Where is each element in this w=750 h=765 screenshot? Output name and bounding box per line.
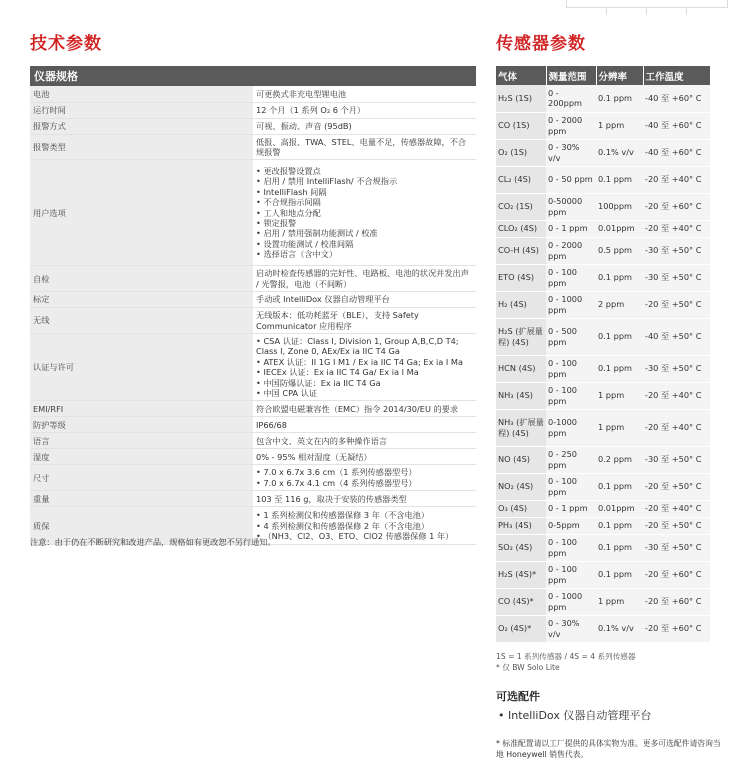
- sensor-col-header: 气体: [496, 66, 546, 85]
- sensor-row: [496, 561, 710, 588]
- sensor-temp: -40 至 +50° C: [643, 318, 710, 355]
- sensor-row: [496, 264, 710, 291]
- sensor-resolution: 1 ppm: [596, 112, 643, 139]
- spec-list-item: [256, 378, 473, 388]
- sensor-gas: CO (4S)*: [496, 588, 546, 615]
- sensor-resolution: 0.1 ppm: [596, 318, 643, 355]
- sensor-resolution: 0.1% v/v: [596, 615, 643, 642]
- sensor-range: 0 - 50 ppm: [546, 166, 596, 193]
- sensor-range: 0 - 100 ppm: [546, 382, 596, 409]
- sensor-range: 0 - 500 ppm: [546, 318, 596, 355]
- spec-list-item: [256, 336, 473, 357]
- sensor-gas: O₂ (4S)*: [496, 615, 546, 642]
- spec-row: [30, 266, 476, 292]
- spec-list-item: [256, 239, 473, 249]
- spec-list-text: 7.0 x 6.7x 4.1 cm（4 系列传感器型号）: [263, 477, 417, 488]
- spec-list-text: 选择语言（含中文）: [263, 249, 338, 260]
- sensor-range: 0 - 100 ppm: [546, 264, 596, 291]
- spec-key: 标定: [30, 292, 253, 308]
- spec-value: 低报、高报、TWA、STEL、电量不足，传感器故障，不合规报警: [253, 134, 476, 160]
- sensor-temp: -40 至 +60° C: [643, 139, 710, 166]
- spec-list-text: 不合规指示间隔: [263, 197, 321, 208]
- sensor-range: 0 - 2000 ppm: [546, 237, 596, 264]
- sensor-row: [496, 588, 710, 615]
- sensor-temp: -40 至 +60° C: [643, 112, 710, 139]
- spec-row: [30, 417, 476, 433]
- spec-list-text: （NH3、Cl2、O3、ETO、ClO2 传感器保修 1 年）: [263, 531, 454, 542]
- sensor-gas: PH₃ (4S): [496, 517, 546, 534]
- spec-list-item: [256, 218, 473, 228]
- spec-key: 报警类型: [30, 134, 253, 160]
- sensor-range: 0-1000 ppm: [546, 409, 596, 446]
- sensor-row: [496, 473, 710, 500]
- sensor-gas: SO₂ (4S): [496, 534, 546, 561]
- spec-key: 自检: [30, 266, 253, 292]
- sensor-gas: O₂ (1S): [496, 139, 546, 166]
- sensor-resolution: 0.1 ppm: [596, 355, 643, 382]
- sensor-resolution: 0.1 ppm: [596, 473, 643, 500]
- spec-list-text: 启用 / 禁用强制功能测试 / 校准: [263, 228, 378, 239]
- spec-row: [30, 333, 476, 400]
- sensor-range: 0 - 1 ppm: [546, 220, 596, 237]
- sensor-gas: NO₂ (4S): [496, 473, 546, 500]
- spec-list-text: 7.0 x 6.7x 3.6 cm（1 系列传感器型号）: [263, 467, 417, 478]
- spec-list-item: [256, 388, 473, 398]
- spec-key: 用户选项: [30, 160, 253, 266]
- sensor-gas: H₂ (4S): [496, 291, 546, 318]
- spec-list-text: 中国防爆认证：Ex ia IIC T4 Ga: [263, 377, 381, 388]
- spec-value: [253, 333, 476, 400]
- spec-value: 103 至 116 g，取决于安装的传感器类型: [253, 491, 476, 507]
- spec-value: [253, 507, 476, 545]
- sensor-row: [496, 139, 710, 166]
- spec-list-item: [256, 187, 473, 197]
- sensor-gas: CL₂ (4S): [496, 166, 546, 193]
- sensor-gas: O₃ (4S): [496, 500, 546, 517]
- sensor-temp: -20 至 +60° C: [643, 588, 710, 615]
- sensor-resolution: 0.1 ppm: [596, 264, 643, 291]
- optional-accessory-item: • IntelliDox 仪器自动管理平台: [498, 709, 652, 722]
- sensor-gas: NH₃ (扩展量程) (4S): [496, 409, 546, 446]
- sensor-temp: -30 至 +50° C: [643, 446, 710, 473]
- spec-list-text: IntelliFlash 间隔: [263, 186, 327, 197]
- sensor-footnote-series: 1S = 1 系列传感器 / 4S = 4 系列传感器: [496, 652, 636, 661]
- sensor-resolution: 0.5 ppm: [596, 237, 643, 264]
- spec-list-text: CSA 认证：Class I, Division 1, Group A,B,C,D T4; Class I, Zone 0, AEx/Ex ia IIC T4 Ga: [256, 335, 459, 357]
- sensor-resolution: 0.1 ppm: [596, 517, 643, 534]
- sensor-range: 0 - 30% v/v: [546, 615, 596, 642]
- spec-value: 启动时检查传感器的完好性、电路板、电池的状况并发出声 / 光警报，电池（不间断）: [253, 266, 476, 292]
- spec-key: 电池: [30, 86, 253, 102]
- spec-row: [30, 433, 476, 449]
- sensor-temp: -20 至 +40° C: [643, 409, 710, 446]
- spec-list-text: 启用 / 禁用 IntelliFlash/ 不合规指示: [263, 176, 398, 187]
- spec-list-item: [256, 249, 473, 259]
- sensor-range: 0 - 1000 ppm: [546, 291, 596, 318]
- sensor-gas: CLO₂ (4S): [496, 220, 546, 237]
- sensor-gas: NO (4S): [496, 446, 546, 473]
- sensor-row: [496, 112, 710, 139]
- sensor-row: [496, 318, 710, 355]
- sensor-table: [496, 66, 711, 643]
- sensor-params-title: 传感器参数: [496, 34, 586, 54]
- spec-list-item: [256, 176, 473, 186]
- sensor-row: [496, 220, 710, 237]
- sensor-resolution: 0.1% v/v: [596, 139, 643, 166]
- spec-value: 可更换式非充电型锂电池: [253, 86, 476, 102]
- disclaimer: * 标准配置请以工厂提供的具体实物为准。更多可选配件请咨询当地 Honeywell 销售代表。: [496, 739, 721, 759]
- sensor-row: [496, 409, 710, 446]
- spec-list-text: 锁定报警: [263, 218, 297, 229]
- spec-value: 包含中文、英文在内的多种操作语言: [253, 433, 476, 449]
- sensor-range: 0 - 250 ppm: [546, 446, 596, 473]
- sensor-range: 0-5ppm: [546, 517, 596, 534]
- spec-key: 报警方式: [30, 118, 253, 134]
- sensor-range: 0 - 100 ppm: [546, 534, 596, 561]
- sensor-temp: -20 至 +50° C: [643, 517, 710, 534]
- spec-list-item: [256, 478, 473, 488]
- sensor-resolution: 0.1 ppm: [596, 85, 643, 112]
- sensor-temp: -20 至 +50° C: [643, 291, 710, 318]
- spec-list-text: 更改报警设置点: [263, 165, 321, 176]
- sensor-gas: HCN (4S): [496, 355, 546, 382]
- sensor-col-header: 分辨率: [596, 66, 643, 85]
- spec-list-text: 1 系列检测仪和传感器保修 3 年（不含电池）: [263, 510, 430, 521]
- sensor-range: 0 - 100 ppm: [546, 561, 596, 588]
- spec-key: 防护等级: [30, 417, 253, 433]
- spec-value: 符合欧盟电磁兼容性（EMC）指令 2014/30/EU 的要求: [253, 401, 476, 417]
- sensor-row: [496, 534, 710, 561]
- spec-key: 运行时间: [30, 102, 253, 118]
- sensor-col-header: 工作温度: [643, 66, 710, 85]
- sensor-temp: -40 至 +60° C: [643, 85, 710, 112]
- spec-key: 质保: [30, 507, 253, 545]
- sensor-gas: H₂S (4S)*: [496, 561, 546, 588]
- spec-key: EMI/RFI: [30, 401, 253, 417]
- spec-row: [30, 160, 476, 266]
- spec-key: 尺寸: [30, 465, 253, 491]
- spec-row: [30, 134, 476, 160]
- spec-value: 0% - 95% 相对湿度（无凝结）: [253, 449, 476, 465]
- spec-list-text: IECEx 认证：Ex ia IIC T4 Ga/ Ex ia I Ma: [263, 367, 419, 378]
- sensor-gas: CO-H (4S): [496, 237, 546, 264]
- sensor-temp: -20 至 +60° C: [643, 561, 710, 588]
- sensor-footnote-lite: * 仅 BW Solo Lite: [496, 663, 560, 672]
- spec-list-text: 4 系列检测仪和传感器保修 2 年（不含电池）: [263, 520, 430, 531]
- optional-accessory-label: IntelliDox 仪器自动管理平台: [508, 709, 652, 722]
- sensor-row: [496, 500, 710, 517]
- sensor-range: 0 - 200ppm: [546, 85, 596, 112]
- sensor-temp: -20 至 +40° C: [643, 382, 710, 409]
- spec-list-item: [256, 521, 473, 531]
- sensor-resolution: 0.1 ppm: [596, 561, 643, 588]
- spec-list-text: 设置功能测试 / 校准间隔: [263, 238, 354, 249]
- sensor-temp: -20 至 +40° C: [643, 500, 710, 517]
- spec-list-item: [256, 510, 473, 520]
- sensor-resolution: 1 ppm: [596, 382, 643, 409]
- spec-value: 12 个月（1 系列 O₂ 6 个月）: [253, 102, 476, 118]
- spec-list-item: [256, 467, 473, 477]
- spec-value: 无线版本：低功耗蓝牙（BLE），支持 Safety Communicator 应用程序: [253, 308, 476, 334]
- sensor-temp: -20 至 +60° C: [643, 193, 710, 220]
- spec-row: [30, 292, 476, 308]
- sensor-row: [496, 166, 710, 193]
- sensor-gas: NH₃ (4S): [496, 382, 546, 409]
- sensor-temp: -30 至 +50° C: [643, 355, 710, 382]
- spec-key: 认证与许可: [30, 333, 253, 400]
- sensor-resolution: 2 ppm: [596, 291, 643, 318]
- sensor-row: [496, 517, 710, 534]
- sensor-row: [496, 446, 710, 473]
- spec-list-item: [256, 228, 473, 238]
- sensor-resolution: 0.01ppm: [596, 500, 643, 517]
- spec-row: [30, 401, 476, 417]
- spec-row: [30, 308, 476, 334]
- spec-row: [30, 118, 476, 134]
- sensor-gas: CO₂ (1S): [496, 193, 546, 220]
- sensor-resolution: 0.1 ppm: [596, 534, 643, 561]
- instrument-spec-table: [30, 66, 476, 545]
- sensor-range: 0 - 30% v/v: [546, 139, 596, 166]
- spec-key: 语言: [30, 433, 253, 449]
- sensor-resolution: 1 ppm: [596, 409, 643, 446]
- spec-list-text: 中国 CPA 认证: [263, 387, 318, 398]
- spec-key: 湿度: [30, 449, 253, 465]
- spec-list-item: [256, 208, 473, 218]
- sensor-gas: CO (1S): [496, 112, 546, 139]
- sensor-gas: H₂S (1S): [496, 85, 546, 112]
- sensor-row: [496, 382, 710, 409]
- sensor-range: 0 - 100 ppm: [546, 355, 596, 382]
- tech-params-title: 技术参数: [30, 34, 102, 54]
- sensor-row: [496, 85, 710, 112]
- sensor-row: [496, 615, 710, 642]
- spec-value: 手动或 IntelliDox 仪器自动管理平台: [253, 292, 476, 308]
- spec-value: [253, 160, 476, 266]
- spec-row: [30, 449, 476, 465]
- sensor-temp: -30 至 +50° C: [643, 264, 710, 291]
- sensor-col-header: 测量范围: [546, 66, 596, 85]
- sensor-row: [496, 355, 710, 382]
- sensor-range: 0 - 100 ppm: [546, 473, 596, 500]
- sensor-resolution: 0.1 ppm: [596, 166, 643, 193]
- spec-key: 重量: [30, 491, 253, 507]
- sensor-range: 0 - 1000 ppm: [546, 588, 596, 615]
- sensor-temp: -20 至 +60° C: [643, 615, 710, 642]
- sensor-row: [496, 237, 710, 264]
- sensor-resolution: 0.01ppm: [596, 220, 643, 237]
- spec-note: 注意：由于仍在不断研究和改进产品，规格如有更改恕不另行通知。: [30, 537, 276, 547]
- sensor-temp: -20 至 +50° C: [643, 473, 710, 500]
- spec-value: 可视、振动、声音 (95dB): [253, 118, 476, 134]
- sensor-resolution: 100ppm: [596, 193, 643, 220]
- spec-list-text: ATEX 认证：II 1G I M1 / Ex ia IIC T4 Ga; Ex ia I Ma: [263, 356, 464, 367]
- optional-accessories-title: 可选配件: [496, 690, 540, 703]
- spec-list-item: [256, 357, 473, 367]
- sensor-temp: -30 至 +50° C: [643, 534, 710, 561]
- sensor-resolution: 1 ppm: [596, 588, 643, 615]
- spec-list-item: [256, 367, 473, 377]
- sensor-temp: -20 至 +40° C: [643, 220, 710, 237]
- spec-list-item: [256, 531, 473, 541]
- spec-row: [30, 102, 476, 118]
- top-tabs: [566, 0, 728, 8]
- sensor-gas: H₂S (扩展量程) (4S): [496, 318, 546, 355]
- sensor-row: [496, 193, 710, 220]
- sensor-row: [496, 291, 710, 318]
- spec-list-text: 工人和地点分配: [263, 207, 321, 218]
- spec-row: [30, 86, 476, 102]
- sensor-temp: -20 至 +40° C: [643, 166, 710, 193]
- sensor-range: 0-50000 ppm: [546, 193, 596, 220]
- spec-key: 无线: [30, 308, 253, 334]
- sensor-range: 0 - 1 ppm: [546, 500, 596, 517]
- sensor-resolution: 0.2 ppm: [596, 446, 643, 473]
- sensor-temp: -30 至 +50° C: [643, 237, 710, 264]
- spec-value: [253, 465, 476, 491]
- spec-list-item: [256, 197, 473, 207]
- spec-header: 仪器规格: [30, 66, 476, 86]
- spec-value: IP66/68: [253, 417, 476, 433]
- sensor-gas: ETO (4S): [496, 264, 546, 291]
- spec-row: [30, 465, 476, 491]
- sensor-range: 0 - 2000 ppm: [546, 112, 596, 139]
- spec-row: [30, 491, 476, 507]
- spec-list-item: [256, 166, 473, 176]
